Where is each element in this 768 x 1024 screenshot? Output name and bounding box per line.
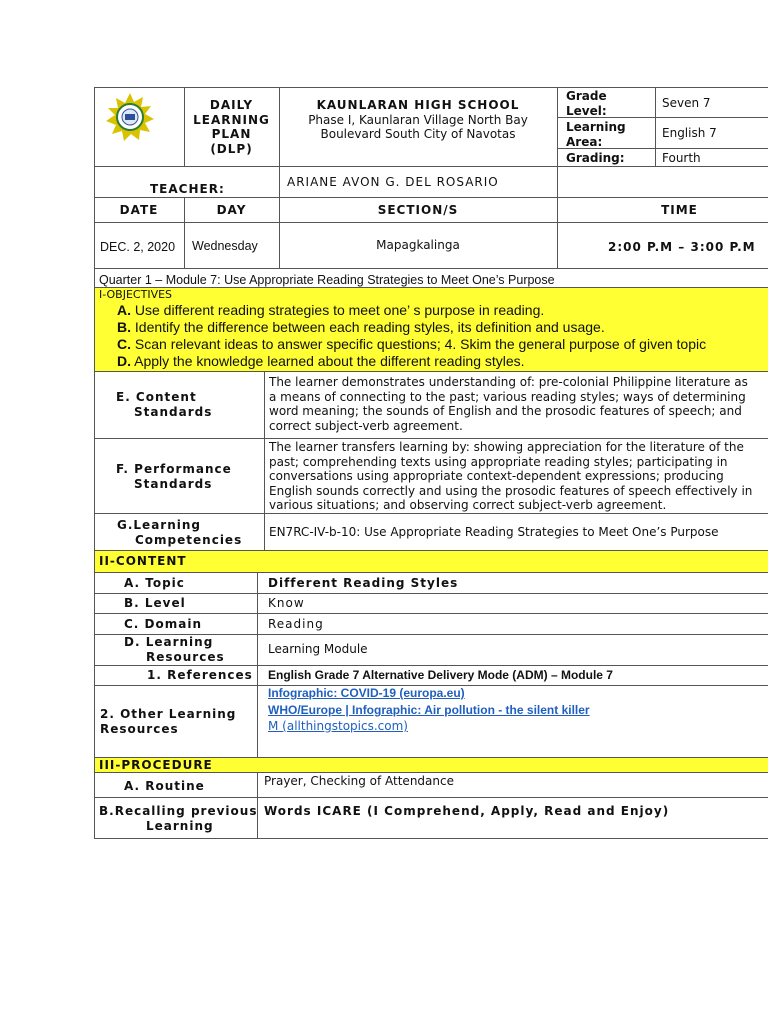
teacher-name: ARIANE AVON G. DEL ROSARIO [287,175,499,189]
text-line: conversations using appropriate context-dependent expressions; producing [269,469,724,483]
school-name: KAUNLARAN HIGH SCHOOL [316,98,520,112]
dlp-line: PLAN [211,127,252,141]
other-resources-label [100,707,236,736]
label-line: 2. Other Learning [100,707,237,721]
dlp-line: LEARNING [193,112,270,127]
objective-text: Scan relevant ideas to answer specific questions; 4. Skim the general purpose of given topic [134,336,707,352]
routine-value: Prayer, Checking of Attendance [264,774,454,788]
date-header: DATE [119,203,159,217]
school-address-line: Boulevard South City of Navotas [320,127,516,141]
performance-standards-label [116,462,232,491]
school-address-line: Phase I, Kaunlaran Village North Bay [308,112,528,127]
objective-letter: A. [117,302,131,318]
text-line: word meaning; the sounds of English and the prosodic features of speech; and [269,404,742,418]
teacher-label: TEACHER: [150,182,225,196]
topic-label: A. Topic [124,576,185,590]
area-label-line: Area: [566,134,603,149]
label-line: E. Content [116,390,197,404]
time-header: TIME [661,203,698,217]
area-label [566,120,626,149]
grade-value: Seven 7 [662,96,711,110]
content-standards-text [269,375,768,437]
school-seal-icon [100,92,160,142]
text-line: The learner transfers learning by: showing appreciation for the literature of the [269,440,744,454]
section-value: Mapagkalinga [376,238,460,252]
objective-item [117,302,544,319]
dlp-line: (DLP) [210,141,253,156]
day-value: Wednesday [192,239,258,253]
competencies-label [117,518,242,547]
area-label-line: Learning [566,120,626,134]
level-value: Know [268,596,305,610]
time-value: 2:00 P.M – 3:00 P.M [608,240,756,254]
objective-letter: C. [117,336,131,352]
grade-label-line: Level: [566,103,607,118]
level-label: B. Level [124,596,186,610]
text-line: past; comprehending texts using appropriate reading styles; participating in [269,454,728,469]
text-line: various situations; and observing correct subject-verb agreement. [269,498,667,512]
domain-label: C. Domain [124,617,203,631]
school-block [279,98,557,142]
section-header: SECTION/S [377,203,459,217]
objective-item [117,353,525,370]
procedure-heading: III-PROCEDURE [99,758,213,772]
text-line: English sounds correctly and using the prosodic features of speech effectively in [269,483,753,498]
covid-infographic-link[interactable]: Infographic: COVID-19 (europa.eu) [268,686,465,700]
label-line: Learning [146,818,214,833]
air-pollution-infographic-link[interactable]: WHO/Europe | Infographic: Air pollution - the silent killer [268,703,590,717]
dlp-line: DAILY [209,98,254,112]
content-standards-label [116,390,212,419]
grading-value: Fourth [662,151,701,165]
allthingstopics-link[interactable]: M (allthingstopics.com) [268,719,408,733]
label-line: Resources [146,649,225,664]
area-value: English 7 [662,126,717,140]
competencies-text: EN7RC-IV-b-10: Use Appropriate Reading Strategies to Meet One’s Purpose [269,525,719,539]
label-line: Resources [100,721,179,736]
performance-standards-text [269,440,768,513]
text-line: The learner demonstrates understanding of: pre-colonial Philippine literature as [269,375,748,389]
content-heading-highlight [94,550,768,572]
quarter-title: Quarter 1 – Module 7: Use Appropriate Reading Strategies to Meet One’s Purpose [99,273,555,287]
text-line: a means of connecting to the past; various reading styles; ways of determining [269,389,746,404]
label-line: B.Recalling previous [99,804,258,818]
objective-text: Use different reading strategies to meet one’ s purpose in reading. [134,302,545,318]
label-line: F. Performance [116,462,232,476]
day-header: DAY [216,203,247,217]
routine-label: A. Routine [124,779,205,793]
label-line: Competencies [135,532,243,547]
objectives-heading: I-OBJECTIVES [99,288,173,301]
grade-label [566,89,607,118]
references-label: 1. References [147,668,253,682]
domain-value: Reading [268,617,324,631]
objective-letter: B. [117,319,131,335]
objective-letter: D. [117,353,131,369]
text-line: correct subject-verb agreement. [269,418,463,433]
resources-value: Learning Module [268,642,368,656]
date-value: DEC. 2, 2020 [100,240,176,254]
grading-label: Grading: [566,151,625,165]
label-line: D. Learning [124,635,214,649]
recall-value: Words ICARE (I Comprehend, Apply, Read and Enjoy) [264,804,670,818]
resources-label [124,635,225,664]
objective-text: Apply the knowledge learned about the different reading styles. [134,353,525,369]
references-value: English Grade 7 Alternative Delivery Mode (ADM) – Module 7 [268,668,613,682]
objective-item [117,319,605,336]
label-line: Standards [134,404,213,419]
topic-value: Different Reading Styles [268,576,459,590]
label-line: Standards [134,476,213,491]
objectives-list [94,302,768,370]
objective-text: Identify the difference between each reading styles, its definition and usage. [134,319,605,335]
recall-label [99,804,257,833]
content-heading: II-CONTENT [99,554,187,568]
label-line: G.Learning [117,518,201,532]
dlp-title [184,98,279,156]
objective-item [117,336,706,353]
grade-label-line: Grade [566,89,607,103]
